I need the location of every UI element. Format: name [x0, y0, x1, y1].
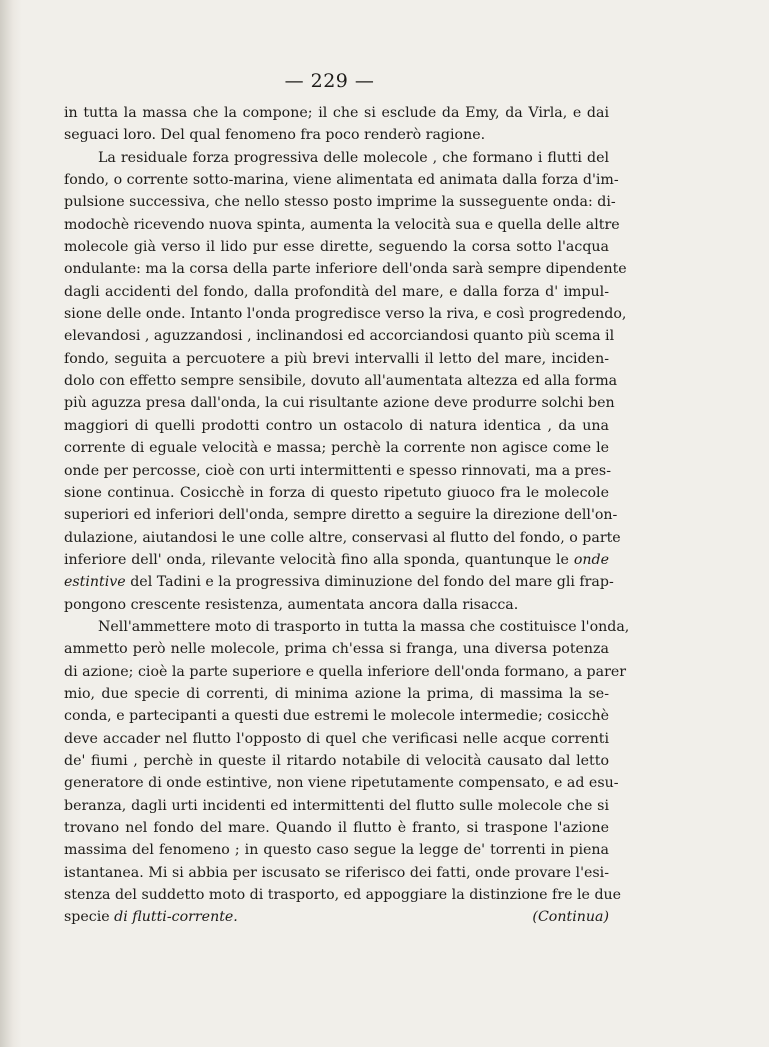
text-line: estintive del Tadini e la progressiva diminuzione del fondo del mare gli frap- — [64, 574, 614, 591]
text-line: onde per percosse, cioè con urti intermittenti e spesso rinnovati, ma a pres- — [64, 462, 611, 479]
final-line-text — [64, 906, 238, 928]
page-number: — 229 — — [284, 70, 375, 92]
text-line: beranza, dagli urti incidenti ed intermittenti del flutto sulle molecole che si — [64, 797, 609, 814]
text-line: pongono crescente resistenza, aumentata ancora dalla risacca. — [64, 596, 519, 613]
final-line-italic: di flutti-corrente. — [114, 909, 238, 926]
text-line: in tutta la massa che la compone; il che si esclude da Emy, da Virla, e dai — [64, 105, 609, 121]
text-line: de' fiumi , perchè in queste il ritardo notabile di velocità causato dal letto — [64, 752, 609, 769]
text-line: elevandosi , aguzzandosi , inclinandosi ed accorciandosi quanto più scema il — [64, 328, 615, 345]
paragraph — [64, 616, 630, 906]
text-line: fondo, seguita a percuotere a più brevi intervalli il letto del mare, inciden- — [64, 350, 609, 367]
text-line: conda, e partecipanti a questi due estremi le molecole intermedie; cosicchè — [64, 708, 609, 725]
text-line: pulsione successiva, che nello stesso posto imprime la susseguente onda: di- — [64, 194, 616, 211]
text-line: dagli accidenti del fondo, dalla profondità del mare, e dalla forza d' impul- — [64, 283, 609, 300]
text-line: ondulante: ma la corsa della parte inferiore dell'onda sarà sempre dipendente — [64, 261, 627, 278]
text-line: dolo con effetto sempre sensibile, dovuto all'aumentata altezza ed alla forma — [64, 373, 618, 390]
text-line: dulazione, aiutandosi le une colle altre, conservasi al flutto del fondo, o parte — [64, 529, 621, 546]
paragraph — [64, 147, 627, 616]
body-text — [64, 102, 630, 929]
text-line: deve accader nel flutto l'opposto di quel che verificasi nelle acque correnti — [64, 730, 609, 747]
text-line: superiori ed inferiori dell'onda, sempre diretto a seguire la direzione dell'on- — [64, 507, 618, 524]
text-line: modochè ricevendo nuova spinta, aumenta la velocità sua e quella delle altre — [64, 216, 620, 233]
text-line: maggiori di quelli prodotti contro un ostacolo di natura identica , da una — [64, 417, 609, 434]
text-line: molecole già verso il lido pur esse dirette, seguendo la corsa sotto l'acqua — [64, 239, 609, 256]
text-line: massima del fenomeno ; in questo caso segue la legge de' torrenti in piena — [64, 842, 609, 859]
text-line: Nell'ammettere moto di trasporto in tutta la massa che costituisce l'onda, — [98, 618, 630, 635]
book-spine-shadow — [0, 0, 22, 1047]
text-line: corrente di eguale velocità e massa; perchè la corrente non agisce come le — [64, 440, 609, 457]
continued-marker: (Continua) — [532, 909, 609, 926]
text-line: sione continua. Cosicchè in forza di questo ripetuto giuoco fra le molecole — [64, 484, 609, 501]
text-line: inferiore dell' onda, rilevante velocità fino alla sponda, quantunque le onde — [64, 551, 609, 568]
text-line: più aguzza presa dall'onda, la cui risultante azione deve produrre solchi ben — [64, 395, 615, 412]
text-line: ammetto però nelle molecole, prima ch'essa si franga, una diversa potenza — [64, 641, 609, 658]
text-line: trovano nel fondo del mare. Quando il flutto è franto, si traspone l'azione — [64, 820, 609, 836]
text-line: stenza del suddetto moto di trasporto, ed appoggiare la distinzione fre le due — [64, 887, 622, 904]
paragraph — [64, 102, 609, 147]
text-line: fondo, o corrente sotto-marina, viene alimentata ed animata dalla forza d'im- — [64, 172, 619, 189]
final-line-roman: specie — [64, 909, 115, 926]
text-line: seguaci loro. Del qual fenomeno fra poco renderò ragione. — [64, 127, 486, 144]
text-line: sione delle onde. Intanto l'onda progredisce verso la riva, e così progredendo, — [64, 306, 627, 323]
text-line: istantanea. Mi si abbia per iscusato se riferisco dei fatti, onde provare l'esi- — [64, 864, 609, 881]
final-line — [64, 906, 609, 928]
text-line: generatore di onde estintive, non viene ripetutamente compensato, e ad esu- — [64, 775, 619, 792]
text-line: di azione; cioè la parte superiore e quella inferiore dell'onda formano, a parer — [64, 663, 627, 680]
text-line: mio, due specie di correnti, di minima azione la prima, di massima la se- — [64, 685, 609, 702]
text-line: La residuale forza progressiva delle molecole , che formano i flutti del — [98, 149, 609, 166]
